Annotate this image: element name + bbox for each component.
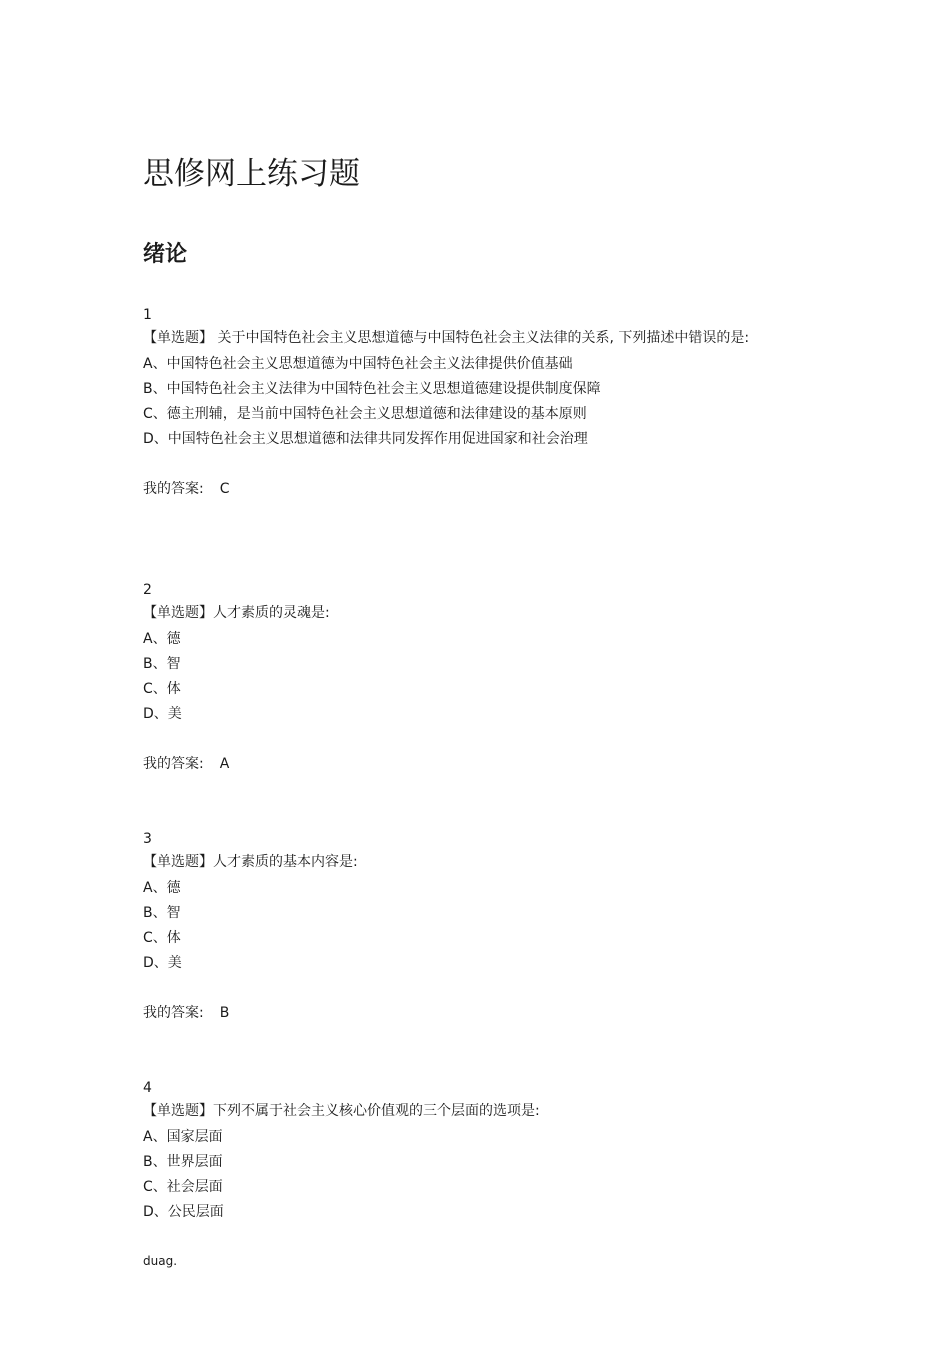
question-number: 4 bbox=[143, 1080, 152, 1096]
question-number: 3 bbox=[143, 831, 152, 847]
question-block bbox=[143, 304, 813, 501]
option-c: C、体 bbox=[143, 681, 181, 697]
answer-label: 我的答案: bbox=[143, 481, 204, 497]
option-a: A、德 bbox=[143, 631, 181, 647]
question-number: 2 bbox=[143, 582, 152, 598]
answer-label: 我的答案: bbox=[143, 1005, 204, 1021]
option-a: A、德 bbox=[143, 880, 181, 896]
answer-line bbox=[143, 752, 813, 776]
answer-value: A bbox=[219, 756, 230, 772]
question-stem: 【单选题】人才素质的灵魂是: bbox=[143, 605, 330, 621]
option-b: B、中国特色社会主义法律为中国特色社会主义思想道德建设提供制度保障 bbox=[143, 381, 601, 397]
question-block bbox=[143, 1077, 813, 1225]
option-c: C、社会层面 bbox=[143, 1179, 223, 1195]
option-a: A、中国特色社会主义思想道德为中国特色社会主义法律提供价值基础 bbox=[143, 356, 573, 372]
option-list bbox=[143, 876, 813, 976]
option-list bbox=[143, 1125, 813, 1225]
option-b: B、智 bbox=[143, 905, 181, 921]
option-d: D、美 bbox=[143, 955, 182, 971]
option-a: A、国家层面 bbox=[143, 1129, 223, 1145]
answer-line bbox=[143, 477, 813, 501]
answer-value: C bbox=[219, 481, 230, 497]
option-list bbox=[143, 627, 813, 727]
question-stem: 【单选题】人才素质的基本内容是: bbox=[143, 854, 358, 870]
option-b: B、世界层面 bbox=[143, 1154, 223, 1170]
question-number: 1 bbox=[143, 307, 152, 323]
option-d: D、美 bbox=[143, 706, 182, 722]
question-block bbox=[143, 579, 813, 776]
answer-value: B bbox=[219, 1005, 230, 1021]
question-stem: 【单选题】 关于中国特色社会主义思想道德与中国特色社会主义法律的关系, 下列描述中错误的是: bbox=[143, 330, 750, 346]
question-stem: 【单选题】下列不属于社会主义核心价值观的三个层面的选项是: bbox=[143, 1103, 540, 1119]
question-block bbox=[143, 828, 813, 1025]
option-c: C、体 bbox=[143, 930, 181, 946]
footer-text: duag. bbox=[143, 1254, 178, 1268]
option-list bbox=[143, 352, 813, 452]
answer-label: 我的答案: bbox=[143, 756, 204, 772]
answer-line bbox=[143, 1001, 813, 1025]
section-heading: 绪论 bbox=[143, 242, 188, 267]
option-b: B、智 bbox=[143, 656, 181, 672]
option-d: D、中国特色社会主义思想道德和法律共同发挥作用促进国家和社会治理 bbox=[143, 431, 588, 447]
document-title: 思修网上练习题 bbox=[143, 156, 360, 192]
option-d: D、公民层面 bbox=[143, 1204, 224, 1220]
option-c: C、德主刑辅，是当前中国特色社会主义思想道德和法律建设的基本原则 bbox=[143, 406, 587, 422]
